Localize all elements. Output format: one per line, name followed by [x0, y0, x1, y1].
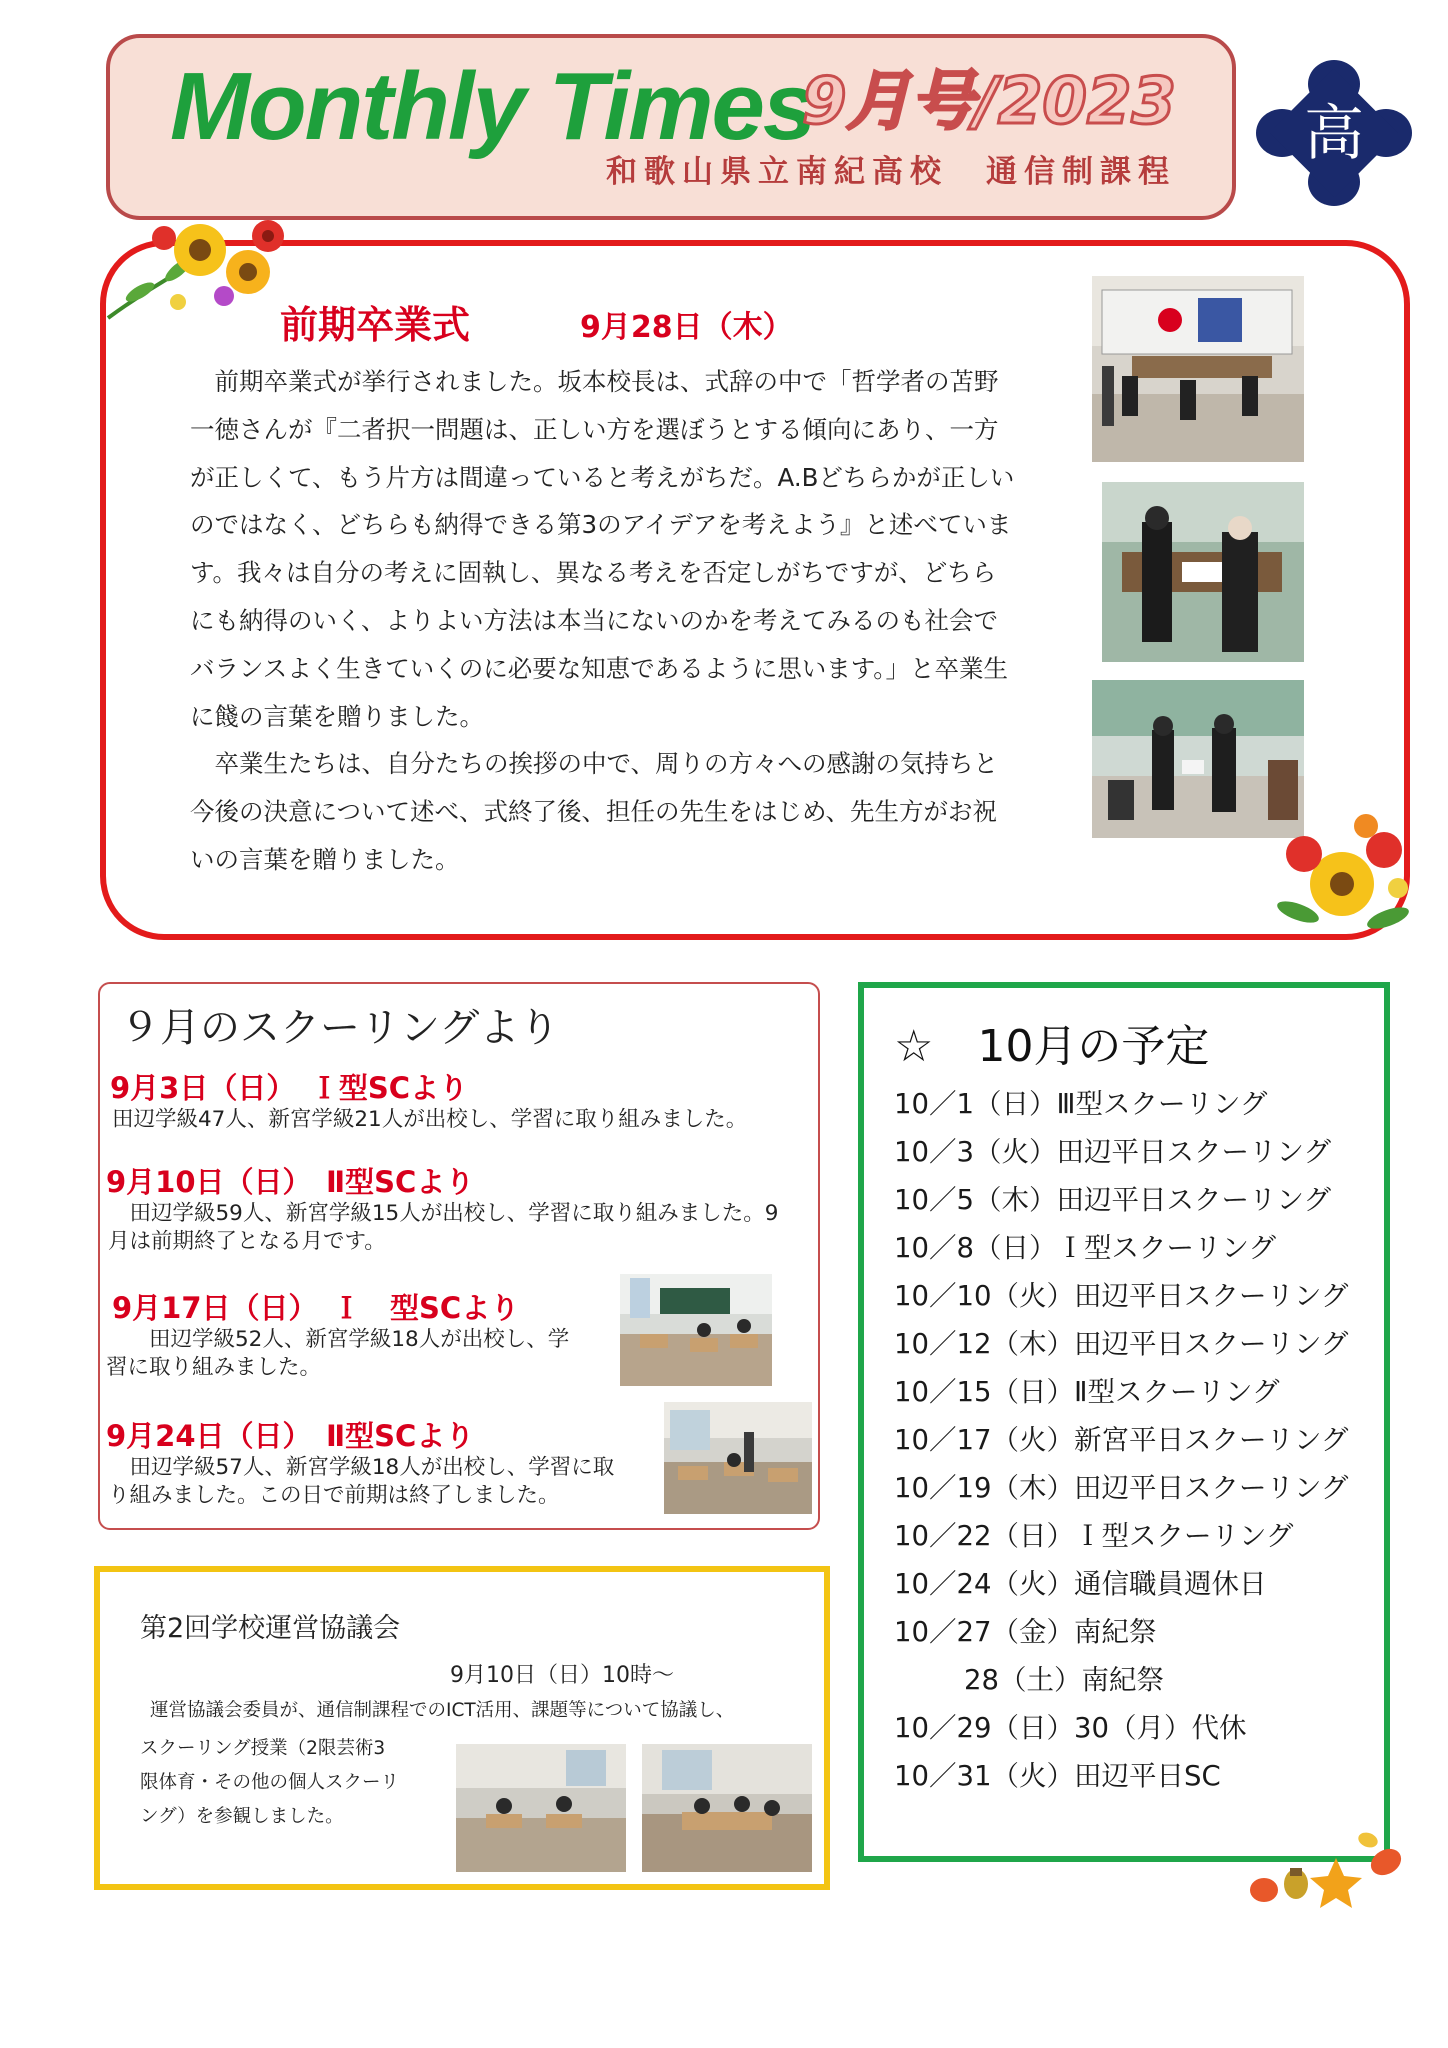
october-schedule [858, 982, 1390, 1862]
graduation-paragraph: 卒業生たちは、自分たちの挨拶の中で、周りの方々への感謝の気持ちと今後の決意について述べ、式終了後、担任の先生をはじめ、先生方がお祝いの言葉を贈りました。 [190, 749, 999, 874]
graduation-body [190, 358, 1020, 884]
october-schedule-title: ☆ 10月の予定 [894, 1021, 1210, 1072]
school-name: 和歌山県立南紀高校 通信制課程 [606, 154, 1176, 190]
schooling-entry-heading: 9月17日（日） Ｉ 型SCより [112, 1291, 520, 1325]
meeting-photo [456, 1744, 626, 1872]
diploma-presentation-photo [1102, 482, 1304, 662]
schedule-item: 10／31（火）田辺平日SC [894, 1760, 1221, 1792]
masthead [106, 34, 1236, 220]
meeting-text: スクーリング授業（2限芸術3限体育・その他の個人スクーリング）を参観しました。 [140, 1738, 400, 1827]
schedule-item: 10／5（木）田辺平日スクーリング [894, 1184, 1331, 1216]
schooling-entry-heading: 9月10日（日） Ⅱ型SCより [106, 1165, 475, 1199]
schooling-title: ９月のスクーリングより [120, 1005, 560, 1051]
emblem-character: 高 [1304, 99, 1364, 169]
schedule-item: 10／27（金）南紀祭 [894, 1616, 1157, 1648]
sunflower-bouquet-icon [100, 210, 290, 325]
schedule-item: 10／10（火）田辺平日スクーリング [894, 1280, 1349, 1312]
schooling-entry-text: 田辺学級52人、新宮学級18人が出校し、学習に取り組みました。 [106, 1327, 570, 1380]
meeting-photo [642, 1744, 812, 1872]
schedule-item: 10／12（木）田辺平日スクーリング [894, 1328, 1349, 1360]
classroom-photo [620, 1274, 772, 1386]
schedule-item: 10／8（日）Ｉ型スクーリング [894, 1232, 1276, 1264]
schedule-item: 10／15（日）Ⅱ型スクーリング [894, 1376, 1280, 1408]
schooling-report [98, 982, 820, 1530]
flower-bouquet-icon [1268, 808, 1418, 938]
meeting-title: 第2回学校運営協議会 [140, 1613, 401, 1644]
school-council-meeting [94, 1566, 830, 1890]
schedule-item: 28（土）南紀祭 [964, 1664, 1164, 1696]
graduation-date: 9月28日（木） [580, 310, 793, 345]
schedule-item: 10／3（火）田辺平日スクーリング [894, 1136, 1331, 1168]
schooling-entry-text: 田辺学級47人、新宮学級21人が出校し、学習に取り組みました。 [112, 1107, 748, 1132]
schooling-entry-text: 田辺学級57人、新宮学級18人が出校し、学習に取り組みました。この日で前期は終了しました。 [108, 1455, 615, 1508]
schooling-entry-text: 田辺学級59人、新宮学級15人が出校し、学習に取り組みました。9月は前期終了となる月です。 [108, 1201, 779, 1254]
meeting-text: 運営協議会委員が、通信制課程でのICT活用、課題等について協議し、 [150, 1700, 735, 1721]
schooling-entry-heading: 9月3日（日） Ｉ型SCより [110, 1071, 469, 1105]
ceremony-hall-photo [1092, 276, 1304, 462]
newsletter-title: Monthly Times [170, 53, 815, 160]
schedule-item: 10／19（木）田辺平日スクーリング [894, 1472, 1349, 1504]
autumn-leaves-icon [1236, 1818, 1416, 1918]
schedule-item: 10／17（火）新宮平日スクーリング [894, 1424, 1349, 1456]
issue-label: 9月号/2023 [801, 65, 1176, 139]
schedule-list [894, 1080, 1348, 1800]
graduation-article [100, 240, 1410, 940]
classroom-photo [664, 1402, 812, 1514]
graduation-title: 前期卒業式 [280, 303, 471, 347]
schedule-item: 10／22（日）Ｉ型スクーリング [894, 1520, 1294, 1552]
graduation-paragraph: 前期卒業式が挙行されました。坂本校長は、式辞の中で「哲学者の苫野一徳さんが『二者択一問題は、正しい方を選ぼうとする傾向にあり、一方が正しくて、もう片方は間違っていると考えがちだ。A.Bどちらかが正しいのではなく、どちらも納得できる第3のアイデアを考えよう』と述べています。我々は自分の考えに固執し、異なる考えを否定しがちですが、どちらにも納得のいく、よりよい方法は本当にないのかを考えてみるのも社会でバランスよく生きていくのに必要な知恵であるように思います。」と卒業生に餞の言葉を贈りました。 [190, 367, 1015, 731]
schedule-item: 10／1（日）Ⅲ型スクーリング [894, 1088, 1268, 1120]
meeting-date: 9月10日（日）10時～ [450, 1663, 674, 1688]
school-emblem-icon [1254, 58, 1414, 208]
schooling-entry-heading: 9月24日（日） Ⅱ型SCより [106, 1419, 475, 1453]
schedule-item: 10／29（日）30（月）代休 [894, 1712, 1247, 1744]
schedule-item: 10／24（火）通信職員週休日 [894, 1568, 1267, 1600]
